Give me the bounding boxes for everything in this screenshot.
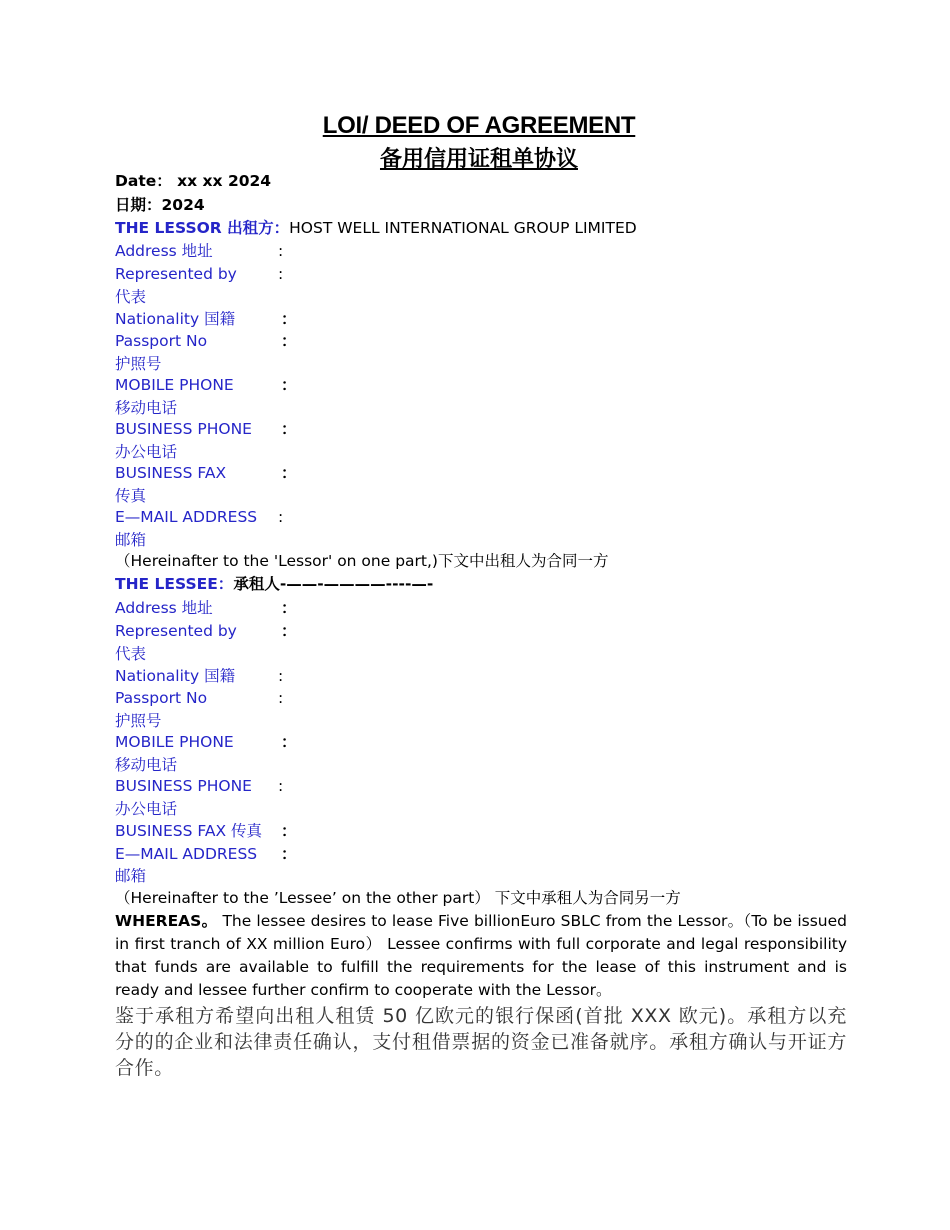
lessor-footer: （Hereinafter to the 'Lessor' on one part,)下文中出租人为合同一方 xyxy=(115,552,609,570)
lessee-name: 承租人-——-————----—- xyxy=(233,575,434,593)
lessor-email-colon: : xyxy=(278,508,284,526)
lessee-fax-colon: ： xyxy=(281,822,297,840)
lessor-represented-label-zh: 代表 xyxy=(115,288,147,306)
lessor-fax-label: BUSINESS FAX xyxy=(115,464,227,482)
whereas-paragraph-zh: 鉴于承租方希望向出租人租赁 50 亿欧元的银行保函(首批 XXX 欧元)。承租方以充分的的企业和法律责任确认，支付租借票据的资金已准备就序。承租方确认与开证方合作。 xyxy=(115,1005,847,1079)
lessor-represented-colon: : xyxy=(278,265,284,283)
lessor-represented-label: Represented by xyxy=(115,265,237,283)
lessee-passport-label: Passport No xyxy=(115,689,208,707)
lessor-heading: THE LESSOR 出租方： xyxy=(115,219,290,237)
whereas-text: The lessee desires to lease Five billionEuro SBLC from the Lessor。（To be issued in first tranch of XX million Euro） Lessee confirms with full corporate and legal responsibility that funds are available to fulfill the requirements for the lease of this instrument and is ready and lessee further confirm to cooperate with the Lessor。 xyxy=(115,912,848,999)
lessee-represented-colon: ： xyxy=(281,622,297,640)
lessor-mobile-label-zh: 移动电话 xyxy=(115,399,178,417)
whereas-label: WHEREAS。 xyxy=(115,912,218,930)
lessor-email-label: E—MAIL ADDRESS xyxy=(115,508,258,526)
document-title: LOI/ DEED OF AGREEMENT xyxy=(322,112,636,139)
lessee-business-phone-label-zh: 办公电话 xyxy=(115,800,178,818)
date-label-zh: 日期： xyxy=(115,196,162,214)
lessee-mobile-label: MOBILE PHONE xyxy=(115,733,234,751)
lessor-business-phone-label-zh: 办公电话 xyxy=(115,443,178,461)
lessor-passport-label-zh: 护照号 xyxy=(115,355,162,373)
lessor-address-colon: : xyxy=(278,242,284,260)
date-line xyxy=(115,170,271,192)
lessee-mobile-label-zh: 移动电话 xyxy=(115,756,178,774)
whereas-paragraph xyxy=(115,910,847,1002)
lessee-represented-label: Represented by xyxy=(115,622,237,640)
lessee-fax-label: BUSINESS FAX 传真 xyxy=(115,822,263,840)
lessee-passport-label-zh: 护照号 xyxy=(115,712,162,730)
date-value-zh: 2024 xyxy=(161,196,205,214)
lessee-footer: （Hereinafter to the ’Lessee’ on the other part） 下文中承租人为合同另一方 xyxy=(115,889,681,907)
document-title-zh: 备用信用证租单协议 xyxy=(379,147,578,172)
lessee-heading: THE LESSEE： xyxy=(115,575,234,593)
lessee-address-label: Address 地址 xyxy=(115,599,213,617)
lessee-mobile-colon: ： xyxy=(281,733,297,751)
lessor-name: HOST WELL INTERNATIONAL GROUP LIMITED xyxy=(289,219,637,237)
lessee-nationality-colon: : xyxy=(278,667,284,685)
lessor-address-label: Address 地址 xyxy=(115,242,213,260)
lessor-passport-label: Passport No xyxy=(115,332,208,350)
lessee-nationality-label: Nationality 国籍 xyxy=(115,667,236,685)
lessor-business-phone-colon: ： xyxy=(281,420,297,438)
lessee-passport-colon: : xyxy=(278,689,284,707)
lessee-business-phone-label: BUSINESS PHONE xyxy=(115,777,252,795)
lessee-address-colon: ： xyxy=(281,599,297,617)
lessor-mobile-label: MOBILE PHONE xyxy=(115,376,234,394)
lessor-email-label-zh: 邮箱 xyxy=(115,531,147,549)
lessee-business-phone-colon: : xyxy=(278,777,284,795)
lessee-email-colon: ： xyxy=(281,845,297,863)
lessor-fax-label-zh: 传真 xyxy=(115,487,147,505)
lessor-heading-line xyxy=(115,217,637,239)
lessee-heading-line xyxy=(115,573,433,595)
date-value: xx xx 2024 xyxy=(177,172,272,190)
lessor-fax-colon: ： xyxy=(281,464,297,482)
lessor-passport-colon: ： xyxy=(281,332,297,350)
lessor-nationality-colon: ： xyxy=(281,310,297,328)
lessor-mobile-colon: ： xyxy=(281,376,297,394)
date-line-zh xyxy=(115,194,205,216)
lessor-nationality-label: Nationality 国籍 xyxy=(115,310,236,328)
lessor-business-phone-label: BUSINESS PHONE xyxy=(115,420,252,438)
lessee-represented-label-zh: 代表 xyxy=(115,645,147,663)
date-label: Date： xyxy=(115,172,172,190)
lessee-email-label-zh: 邮箱 xyxy=(115,867,147,885)
lessee-email-label: E—MAIL ADDRESS xyxy=(115,845,258,863)
